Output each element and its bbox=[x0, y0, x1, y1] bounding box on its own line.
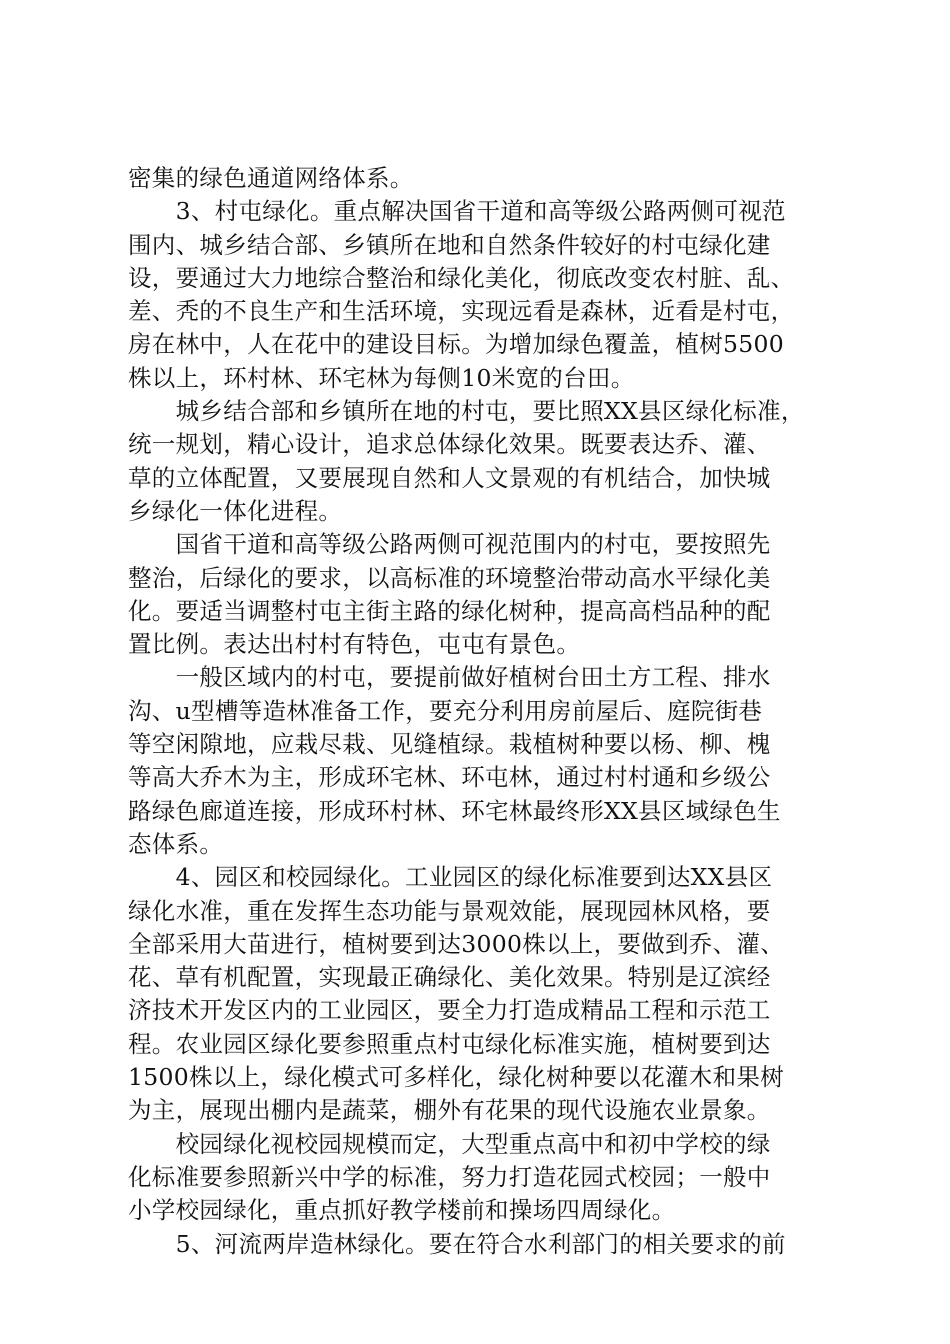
text-line: 化。要适当调整村屯主街主路的绿化树种，提高高档品种的配 bbox=[128, 596, 771, 625]
text-line: 乡绿化一体化进程。 bbox=[128, 496, 343, 525]
text-line: 株以上，环村林、环宅林为每侧10米宽的台田。 bbox=[128, 363, 635, 392]
text-line: 3、村屯绿化。重点解决国省干道和高等级公路两侧可视范 bbox=[128, 197, 786, 226]
text-line: 化标准要参照新兴中学的标准，努力打造花园式校园；一般中 bbox=[128, 1162, 771, 1191]
text-line: 校园绿化视校园规模而定，大型重点高中和初中学校的绿 bbox=[128, 1129, 771, 1158]
text-line: 沟、u型槽等造林准备工作，要充分利用房前屋后、庭院街巷 bbox=[128, 696, 763, 725]
text-line: 密集的绿色通道网络体系。 bbox=[128, 164, 414, 192]
text-line: 城乡结合部和乡镇所在地的村屯，要比照XX县区绿化标准， bbox=[128, 397, 805, 426]
text-line: 花、草有机配置，实现最正确绿化、美化效果。特别是辽滨经 bbox=[128, 963, 771, 992]
text-line: 差、秃的不良生产和生活环境，实现远看是森林，近看是村屯， bbox=[128, 297, 795, 326]
text-line: 草的立体配置，又要展现自然和人文景观的有机结合，加快城 bbox=[128, 463, 771, 492]
text-line: 围内、城乡结合部、乡镇所在地和自然条件较好的村屯绿化建 bbox=[128, 230, 771, 259]
text-line: 等空闲隙地，应栽尽栽、见缝植绿。栽植树种要以杨、柳、槐 bbox=[128, 730, 771, 759]
text-line: 1500株以上，绿化模式可多样化，绿化树种要以花灌木和果树 bbox=[128, 1063, 785, 1092]
text-line: 统一规划，精心设计，追求总体绿化效果。既要表达乔、灌、 bbox=[128, 430, 771, 459]
text-line: 4、园区和校园绿化。工业园区的绿化标准要到达XX县区 bbox=[128, 863, 773, 892]
text-line: 置比例。表达出村村有特色，屯屯有景色。 bbox=[128, 630, 581, 659]
text-line: 程。农业园区绿化要参照重点村屯绿化标准实施，植树要到达 bbox=[128, 1029, 771, 1058]
text-line: 全部采用大苗进行，植树要到达3000株以上，要做到乔、灌、 bbox=[128, 929, 785, 958]
text-line: 设，要通过大力地综合整治和绿化美化，彻底改变农村脏、乱、 bbox=[128, 263, 795, 292]
text-line: 路绿色廊道连接，形成环村林、环宅林最终形XX县区域绿色生 bbox=[128, 796, 781, 825]
text-line: 态体系。 bbox=[128, 829, 224, 858]
text-line: 一般区域内的村屯，要提前做好植树台田土方工程、排水 bbox=[128, 663, 771, 692]
document-body bbox=[128, 162, 828, 1261]
text-line: 5、河流两岸造林绿化。要在符合水利部门的相关要求的前 bbox=[128, 1229, 786, 1258]
text-line: 绿化水准，重在发挥生态功能与景观效能，展现园林风格，要 bbox=[128, 896, 771, 925]
text-line: 国省干道和高等级公路两侧可视范围内的村屯，要按照先 bbox=[128, 530, 771, 559]
text-line: 济技术开发区内的工业园区，要全力打造成精品工程和示范工 bbox=[128, 996, 771, 1025]
text-line: 小学校园绿化，重点抓好教学楼前和操场四周绿化。 bbox=[128, 1196, 676, 1225]
text-line: 等高大乔木为主，形成环宅林、环屯林，通过村村通和乡级公 bbox=[128, 763, 771, 792]
text-line: 为主，展现出棚内是蔬菜，棚外有花果的现代设施农业景象。 bbox=[128, 1096, 771, 1125]
text-line: 整治，后绿化的要求，以高标准的环境整治带动高水平绿化美 bbox=[128, 563, 771, 592]
text-line: 房在林中，人在花中的建设目标。为增加绿色覆盖，植树5500 bbox=[128, 330, 785, 359]
